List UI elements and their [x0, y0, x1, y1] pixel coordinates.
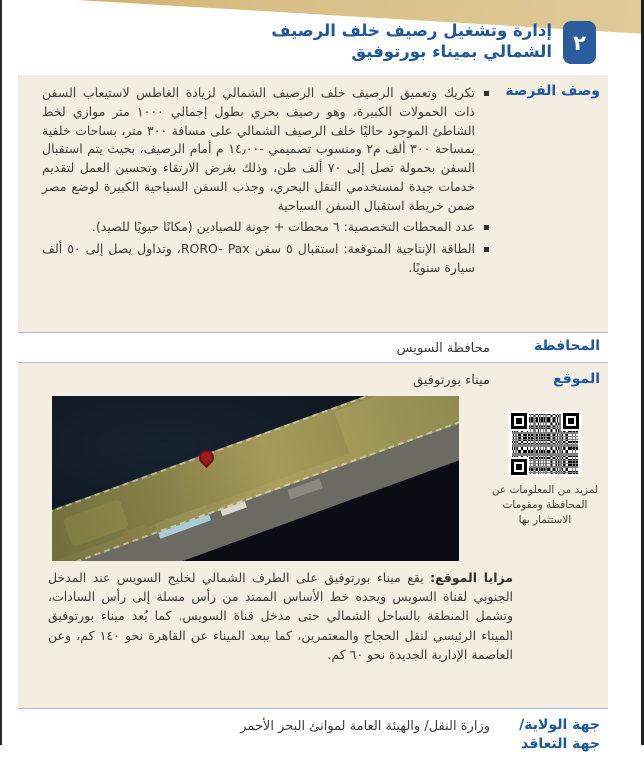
bullet-item: الطاقة الإنتاجية المتوقعة: استقبال ٥ سفن RORO- Pax، وتداول يصل إلى ٥٠ ألف سيارة سنويًا. — [42, 240, 490, 278]
opportunity-label: وصف الفرصة — [505, 83, 600, 99]
bullet-item: عدد المحطات التخصصية: ٦ محطات + جونة للصيادين (مكانًا حيويًا للصيد). — [42, 218, 490, 237]
section-number: ٢ — [573, 30, 586, 55]
page-title-line1: إدارة وتشغيل رصيف خلف الرصيف — [271, 21, 552, 40]
row-authority — [18, 708, 608, 768]
row-location — [18, 362, 608, 708]
location-label-cell — [490, 363, 608, 561]
governorate-value: محافظة السويس — [396, 341, 490, 356]
page-title-line2: الشمالي بميناء بورتوفيق — [351, 42, 552, 62]
authority-label-line2: جهة التعاقد — [521, 735, 600, 752]
qr-code-icon — [508, 411, 582, 477]
qr-finder-icon — [563, 413, 579, 429]
page-title — [271, 20, 552, 63]
qr-block — [490, 411, 600, 529]
row-opportunity-description — [18, 75, 608, 332]
page-edge-left — [0, 0, 2, 745]
governorate-label: المحافظة — [533, 338, 600, 354]
authority-label — [490, 709, 608, 768]
location-advantages-text: يقع ميناء بورتوفيق على الطرف الشمالي لخليج السويس عند المدخل الجنوبي لقناة السويس ويحده خط الأساس الممتد من رأس مسلة إلى رأس السادات، وتشمل المنطقة بالساحل الشمالي حتى مدخل قناة السويس. كما يُعد ميناء بورتوفيق الميناء الرئيسي لنقل الحجاج والمعتمرين، كما يبعد الميناء عن القاهرة نحو ١٤٠ كم، وعن العاصمة الإدارية الجديدة نحو ٦٠ كم. — [48, 569, 513, 662]
info-table — [18, 75, 608, 768]
satellite-map-image — [52, 396, 459, 561]
header — [0, 0, 644, 75]
authority-value: وزارة النقل/ والهيئة العامة لموانئ البحر الأحمر — [240, 719, 490, 734]
location-value: ميناء بورتوفيق — [413, 373, 490, 388]
location-advantages-lead: مزايا الموقع: — [430, 569, 513, 585]
row-governorate — [18, 332, 608, 362]
section-number-badge — [563, 21, 596, 64]
location-label: الموقع — [553, 371, 600, 387]
opportunity-bullet-list — [42, 84, 490, 278]
qr-finder-icon — [511, 459, 527, 475]
qr-finder-icon — [511, 413, 527, 429]
qr-caption: لمزيد من المعلومات عن المحافظة ومقومات الاستثمار بها — [491, 484, 599, 527]
authority-label-line1: جهة الولاية/ — [519, 717, 600, 733]
bullet-item: تكريك وتعميق الرصيف خلف الرصيف الشمالي لزيادة الغاطس لاستيعاب السفن ذات الحمولات الكبيرة، وهو رصيف بحري بطول إجمالي ١٠٠٠ متر موازي لخط الشاطئ الموجود حاليًا خلف الرصيف الشمالي على مسافة ٣٠٠ متر، بساحات خلفية بمساحة ٣٠٠ ألف م٢ ومنسوب تصميمي -١٤٫٠٠ م أمام الرصيف، بحيث يتم استقبال السفن بحمولة تصل إلى ٧٠ ألف طن، وذلك بغرض الارتقاء وتحسين العمل لتقديم خدمات جيدة لمستخدمي النقل البحري، وجذب السفن السياحية الكبيرة لوضع مصر ضمن خريطة استقبال السفن السياحية — [42, 84, 490, 215]
location-advantages — [48, 568, 513, 665]
opportunity-value — [18, 75, 490, 332]
location-value-cell — [18, 363, 490, 561]
